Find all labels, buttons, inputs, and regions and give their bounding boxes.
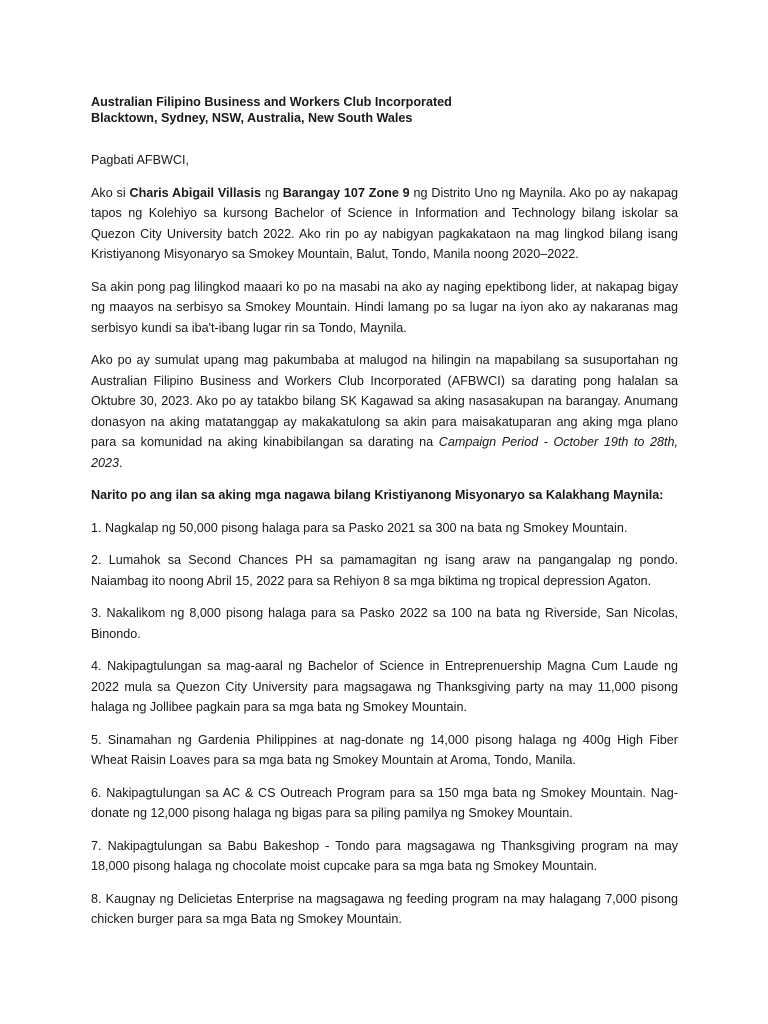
author-name: Charis Abigail Villasis: [129, 185, 262, 200]
achievement-item: 3. Nakalikom ng 8,000 pisong halaga para sa Pasko 2022 sa 100 na bata ng Riverside, San Nicolas, Binondo.: [91, 606, 678, 641]
achievement-item: 2. Lumahok sa Second Chances PH sa pamamagitan ng isang araw na pangangalap ng pondo. Naiambag ito noong Abril 15, 2022 para sa Rehiyon 8 sa mga biktima ng tropical depression Agaton.: [91, 553, 678, 588]
letter-header: [91, 94, 678, 126]
achievement-item: 1. Nagkalap ng 50,000 pisong halaga para sa Pasko 2021 sa 300 na bata ng Smokey Mountain.: [91, 520, 628, 535]
greeting: Pagbati AFBWCI,: [91, 153, 189, 167]
intro-text-a: Ako si: [91, 185, 130, 200]
request-paragraph: [91, 350, 678, 473]
intro-text-c: ng Distrito Uno ng Maynila. Ako po ay nakapag tapos ng Kolehiyo sa kursong Bachelor of Science in Information and Technology bilang iskolar sa Quezon City University batch 2022. Ako rin po ay nabigyan pagkakataon na mag lingkod bilang isang Kristiyanong Misyonaryo sa Smokey Mountain, Balut, Tondo, Manila noong 2020–2022.: [91, 185, 679, 261]
achievement-item: 4. Nakipagtulungan sa mag-aaral ng Bachelor of Science in Entreprenuership Magna Cum Laude ng 2022 mula sa Quezon City University para magsagawa ng Thanksgiving party na may 11,000 pisong halaga ng Jollibee pagkain para sa mga bata ng Smokey Mountain.: [91, 659, 678, 714]
achievements-heading: Narito po ang ilan sa aking mga nagawa bilang Kristiyanong Misyonaryo sa Kalakhang Maynila:: [91, 488, 664, 502]
letter-body: [91, 94, 678, 930]
achievement-item: 8. Kaugnay ng Delicietas Enterprise na magsagawa ng feeding program na may halagang 7,000 pisong chicken burger para sa mga Bata ng Smokey Mountain.: [91, 891, 678, 926]
campaign-period: Campaign Period - October 19th to 28th, 2023: [91, 435, 678, 470]
org-location: Blacktown, Sydney, NSW, Australia, New South Wales: [91, 111, 413, 125]
request-end: .: [119, 455, 123, 470]
achievements-list: [91, 518, 678, 930]
barangay-name: Barangay 107 Zone 9: [282, 185, 410, 200]
request-text: Ako po ay sumulat upang mag pakumbaba at malugod na hilingin na mapabilang sa susuportahan ng Australian Filipino Business and Workers Club Incorporated (AFBWCI) sa darating pong halalan sa Oktubre 30, 2023. Ako po ay tatakbo bilang SK Kagawad sa aking nasasakupan na barangay. Anumang donasyon na aking matatanggap ay makakatulong sa akin para maisakatuparan ang aking mga plano para sa komunidad na aking kinabibilangan sa darating na: [91, 353, 678, 449]
achievement-item: 6. Nakipagtulungan sa AC & CS Outreach Program para sa 150 mga bata ng Smokey Mountain. Nag-donate ng 12,000 pisong halaga ng bigas para sa piling pamilya ng Smokey Mountain.: [91, 785, 678, 820]
achievement-item: 7. Nakipagtulungan sa Babu Bakeshop - Tondo para magsagawa ng Thanksgiving program na may 18,000 pisong halaga ng chocolate moist cupcake para sa mga bata ng Smokey Mountain.: [91, 838, 678, 873]
intro-text-b: ng: [261, 185, 283, 200]
org-name: Australian Filipino Business and Workers Club Incorporated: [91, 95, 452, 109]
achievement-item: 5. Sinamahan ng Gardenia Philippines at nag-donate ng 14,000 pisong halaga ng 400g High Fiber Wheat Raisin Loaves para sa mga bata ng Smokey Mountain at Aroma, Tondo, Manila.: [91, 732, 678, 767]
intro-paragraph: [91, 183, 678, 265]
service-paragraph: Sa akin pong pag lilingkod maaari ko po na masabi na ako ay naging epektibong lider, at nakapag bigay ng maayos na serbisyo sa Smokey Mountain. Hindi lamang po sa lugar na iyon ako ay nakaranas mag serbisyo kundi sa iba't-ibang lugar rin sa Tondo, Maynila.: [91, 279, 678, 335]
